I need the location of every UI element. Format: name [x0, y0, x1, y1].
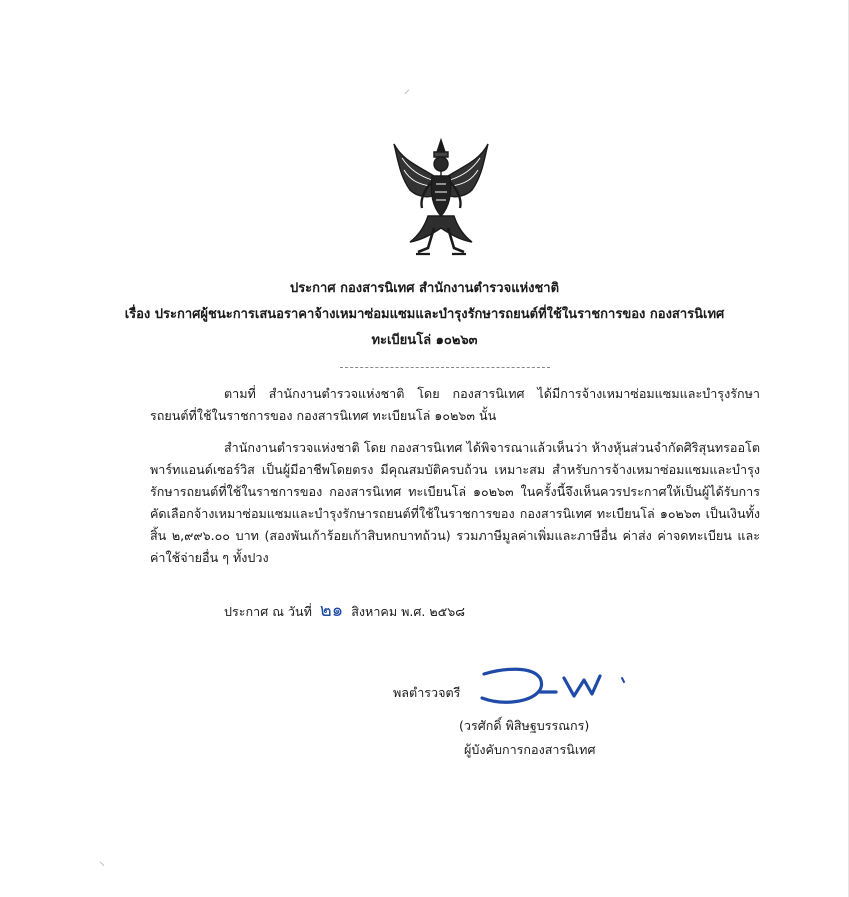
scan-artifact: ⸜ — [99, 854, 106, 868]
registration-line: ทะเบียนโล่ ๑๐๒๖๓ — [371, 333, 478, 348]
announcement-heading: ประกาศ กองสารนิเทศ สำนักงานตำรวจแห่งชาติ — [289, 281, 560, 296]
date-prefix: ประกาศ ณ วันที่ — [224, 604, 312, 619]
subject-line: เรื่อง ประกาศผู้ชนะการเสนอราคาจ้างเหมาซ่อมแซมและบำรุงรักษารถยนต์ที่ใช้ในราชการของ กองสารนิเทศ — [124, 307, 725, 322]
signature-icon — [474, 660, 644, 710]
date-suffix: สิงหาคม พ.ศ. ๒๕๖๘ — [351, 604, 465, 619]
date-day-handwritten: ๒๑ — [319, 600, 344, 621]
signatory-rank: พลตำรวจตรี — [393, 685, 461, 700]
announcement-date — [224, 595, 465, 624]
divider — [340, 367, 550, 368]
paragraph-2: สำนักงานตำรวจแห่งชาติ โดย กองสารนิเทศ ได้พิจารณาแล้วเห็นว่า ห้างหุ้นส่วนจำกัดศิริสุนทรออโตพาร์ทแอนด์เซอร์วิส เป็นผู้มีอาชีพโดยตรง มีคุณสมบัติครบถ้วน เหมาะสม สำหรับการจ้างเหมาซ่อมแซมและบำรุงรักษารถยนต์ที่ใช้ในราชการของ กองสารนิเทศ ทะเบียนโล่ ๑๐๒๖๓ ในครั้งนี้จึงเห็นควรประกาศให้เป็นผู้ได้รับการคัดเลือกจ้างเหมาซ่อมแซมและบำรุงรักษารถยนต์ที่ใช้ในราชการของ กองสารนิเทศ ทะเบียนโล่ ๑๐๒๖๓ เป็นเงินทั้งสิ้น ๒,๙๙๖.๐๐ บาท (สองพันเก้าร้อยเก้าสิบหกบาทถ้วน) รวมภาษีมูลค่าเพิ่มและภาษีอื่น ค่าส่ง ค่าจดทะเบียน และค่าใช้จ่ายอื่น ๆ ทั้งปวง — [150, 440, 760, 565]
garuda-emblem-icon — [388, 136, 494, 260]
signatory-name: (วรศักดิ์ พิสิษฐบรรณกร) — [459, 718, 590, 733]
scan-artifact: ⸝ — [404, 82, 411, 96]
paragraph-1: ตามที่ สำนักงานตำรวจแห่งชาติ โดย กองสารนิเทศ ได้มีการจ้างเหมาซ่อมแซมและบำรุงรักษารถยนต์ที่ใช้ในราชการของ กองสารนิเทศ ทะเบียนโล่ ๑๐๒๖๓ นั้น — [150, 386, 760, 423]
signatory-position: ผู้บังคับการกองสารนิเทศ — [464, 742, 596, 757]
